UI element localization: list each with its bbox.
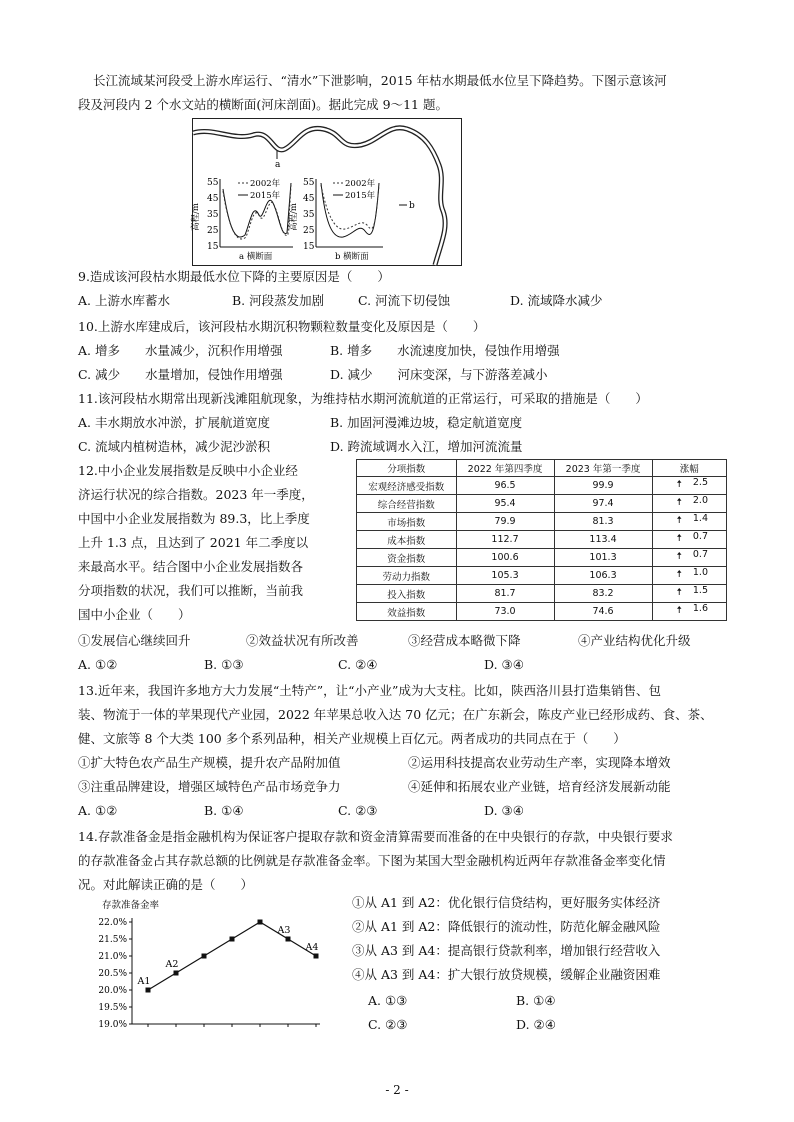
table-row: 资金指数 100.6 101.3 🠅 0.7 — [357, 549, 727, 567]
q14-item-3: ③从 A3 到 A4：提高银行贷款利率，增加银行经营收入 — [352, 943, 661, 958]
q13-option-b[interactable]: B. ①④ — [204, 803, 244, 818]
q13-line-3: 健、文旅等 8 个大类 100 多个系列品种，相关产业规模上百亿元。两者成功的共同点在于（ ） — [78, 731, 626, 746]
table-row: 宏观经济感受指数 96.5 99.9 🠅 2.5 — [357, 477, 727, 495]
chart-ylabel: 存款准备金率 — [102, 900, 160, 911]
q10-option-b[interactable]: B. 增多 水流速度加快，侵蚀作用增强 — [330, 343, 560, 358]
y-tick-label: 21.5% — [98, 935, 127, 945]
q12-option-a[interactable]: A. ①② — [78, 657, 118, 672]
intro-line-2: 段及河段内 2 个水文站的横断面(河床剖面)。据此完成 9～11 题。 — [78, 97, 448, 112]
station-b-label: b — [409, 201, 415, 211]
up-arrow-icon: 🠅 — [676, 605, 683, 616]
q10-stem: 10.上游水库建成后，该河段枯水期沉积物颗粒数量变化及原因是（ ） — [78, 319, 486, 334]
q11-option-a[interactable]: A. 丰水期放水冲淤，扩展航道宽度 — [78, 415, 270, 430]
svg-text:高程/m: 高程/m — [191, 203, 201, 231]
svg-text:55: 55 — [207, 178, 219, 188]
q13-item-4: ④延伸和拓展农业产业链，培育经济发展新动能 — [408, 779, 671, 794]
reserve-ratio-chart — [88, 896, 338, 1036]
up-arrow-icon: 🠅 — [676, 533, 683, 544]
q14-option-a[interactable]: A. ①③ — [368, 993, 408, 1008]
q12-option-d[interactable]: D. ③④ — [484, 657, 524, 672]
up-arrow-icon: 🠅 — [676, 587, 683, 598]
data-point-label: A1 — [137, 976, 151, 987]
data-point — [146, 988, 151, 993]
q11-option-d[interactable]: D. 跨流域调水入江，增加河流流量 — [330, 439, 523, 454]
svg-text:15: 15 — [303, 242, 315, 252]
up-arrow-icon: 🠅 — [676, 569, 683, 580]
q13-option-c[interactable]: C. ②③ — [338, 803, 378, 818]
svg-text:a 横断面: a 横断面 — [239, 252, 273, 262]
up-arrow-icon: 🠅 — [676, 551, 683, 562]
q12-item-1: ①发展信心继续回升 — [78, 633, 191, 648]
q14-line-2: 的存款准备金占其存款总额的比例就是存款准备金率。下图为某国大型金融机构近两年存款准备金率变化情 — [78, 853, 666, 868]
y-tick-label: 20.0% — [98, 986, 127, 996]
q12-line-6: 分项指数的状况，我们可以推断，当前我 — [78, 583, 304, 598]
svg-text:2015年: 2015年 — [345, 191, 376, 201]
q14-option-d[interactable]: D. ②④ — [516, 1017, 556, 1032]
q13-item-1: ①扩大特色农产品生产规模，提升农产品附加值 — [78, 755, 341, 770]
svg-text:45: 45 — [303, 194, 315, 204]
q14-item-1: ①从 A1 到 A2：优化银行信贷结构，更好服务实体经济 — [352, 895, 661, 910]
series-line — [148, 922, 316, 990]
q13-option-d[interactable]: D. ③④ — [484, 803, 524, 818]
intro-line-1: 长江流域某河段受上游水库运行、“清水”下泄影响，2015 年枯水期最低水位呈下降趋势。下图示意该河 — [93, 73, 667, 88]
svg-text:55: 55 — [303, 178, 315, 188]
y-tick-label: 20.5% — [98, 969, 127, 979]
q12-line-7: 国中小企业（ ） — [78, 607, 191, 622]
q9-option-c[interactable]: C. 河流下切侵蚀 — [358, 293, 451, 308]
q12-option-b[interactable]: B. ①③ — [204, 657, 244, 672]
svg-text:15: 15 — [207, 242, 219, 252]
q9-option-d[interactable]: D. 流域降水减少 — [510, 293, 603, 308]
svg-text:25: 25 — [207, 226, 219, 236]
q11-option-b[interactable]: B. 加固河漫滩边坡，稳定航道宽度 — [330, 415, 523, 430]
q14-item-2: ②从 A1 到 A2：降低银行的流动性，防范化解金融风险 — [352, 919, 661, 934]
table-header: 2022 年第四季度 — [456, 460, 554, 477]
q9-option-a[interactable]: A. 上游水库蓄水 — [78, 293, 170, 308]
river-map-svg — [193, 119, 461, 265]
q10-option-c[interactable]: C. 减少 水量增加，侵蚀作用增强 — [78, 367, 283, 382]
q12-line-2: 济运行状况的综合指数。2023 年一季度， — [78, 487, 314, 502]
y-tick-label: 21.0% — [98, 952, 127, 962]
data-point-label: A2 — [165, 959, 179, 970]
cross-section-b — [288, 178, 383, 262]
svg-text:35: 35 — [207, 210, 219, 220]
data-point-label: A4 — [305, 942, 319, 953]
table-header: 2023 年第一季度 — [554, 460, 652, 477]
q14-option-c[interactable]: C. ②③ — [368, 1017, 408, 1032]
data-point — [258, 920, 263, 925]
q13-item-2: ②运用科技提高农业劳动生产率，实现降本增效 — [408, 755, 671, 770]
q12-item-4: ④产业结构优化升级 — [578, 633, 691, 648]
q11-stem: 11.该河段枯水期常出现新浅滩阻航现象，为维持枯水期河流航道的正常运行，可采取的措施是（ ） — [78, 391, 648, 406]
up-arrow-icon: 🠅 — [676, 479, 683, 490]
q14-item-4: ④从 A3 到 A4：扩大银行放贷规模，缓解企业融资困难 — [352, 967, 661, 982]
svg-text:b 横断面: b 横断面 — [335, 252, 369, 262]
table-row: 效益指数 73.0 74.6 🠅 1.6 — [357, 603, 727, 621]
table-row: 成本指数 112.7 113.4 🠅 0.7 — [357, 531, 727, 549]
svg-text:2002年: 2002年 — [250, 179, 281, 189]
sme-index-table — [356, 459, 727, 621]
data-point — [174, 971, 179, 976]
q11-option-c[interactable]: C. 流域内植树造林，减少泥沙淤积 — [78, 439, 271, 454]
q12-line-4: 上升 1.3 点，且达到了 2021 年二季度以 — [78, 535, 309, 550]
q9-stem: 9.造成该河段枯水期最低水位下降的主要原因是（ ） — [78, 269, 390, 284]
svg-text:45: 45 — [207, 194, 219, 204]
table-row: 综合经营指数 95.4 97.4 🠅 2.0 — [357, 495, 727, 513]
svg-text:2015年: 2015年 — [250, 191, 281, 201]
table-row: 投入指数 81.7 83.2 🠅 1.5 — [357, 585, 727, 603]
q12-option-c[interactable]: C. ②④ — [338, 657, 378, 672]
svg-text:25: 25 — [303, 226, 315, 236]
q12-item-3: ③经营成本略微下降 — [408, 633, 521, 648]
q14-line-3: 况。对此解读正确的是（ ） — [78, 877, 254, 892]
table-row: 市场指数 79.9 81.3 🠅 1.4 — [357, 513, 727, 531]
q10-option-a[interactable]: A. 增多 水量减少，沉积作用增强 — [78, 343, 283, 358]
q14-line-1: 14.存款准备金是指金融机构为保证客户提取存款和资金清算需要而准备的在中央银行的存款，中央银行要求 — [78, 829, 673, 844]
up-arrow-icon: 🠅 — [676, 497, 683, 508]
q12-line-3: 中国中小企业发展指数为 89.3，比上季度 — [78, 511, 310, 526]
station-a-label: a — [275, 160, 281, 170]
q13-option-a[interactable]: A. ①② — [78, 803, 118, 818]
q14-option-b[interactable]: B. ①④ — [516, 993, 556, 1008]
svg-text:高程/m: 高程/m — [289, 203, 299, 231]
y-tick-label: 22.0% — [98, 918, 127, 928]
y-tick-label: 19.0% — [98, 1020, 127, 1030]
q13-line-1: 13.近年来，我国许多地方大力发展“土特产”，让“小产业”成为大支柱。比如，陕西洛川县打造集销售、包 — [78, 683, 661, 698]
table-row: 劳动力指数 105.3 106.3 🠅 1.0 — [357, 567, 727, 585]
q12-line-1: 12.中小企业发展指数是反映中小企业经 — [78, 463, 298, 478]
table-header: 涨幅 — [652, 460, 726, 477]
data-point — [230, 937, 235, 942]
svg-text:35: 35 — [303, 210, 315, 220]
q10-option-d[interactable]: D. 减少 河床变深，与下游落差减小 — [330, 367, 548, 382]
up-arrow-icon: 🠅 — [676, 515, 683, 526]
table-header: 分项指数 — [357, 460, 457, 477]
q13-line-2: 装、物流于一体的苹果现代产业园，2022 年苹果总收入达 70 亿元；在广东新会，陈皮产业已经形成药、食、茶、 — [78, 707, 713, 722]
data-point — [314, 954, 319, 959]
cross-section-a — [190, 178, 293, 262]
svg-text:2002年: 2002年 — [345, 179, 376, 189]
table-header-row — [357, 460, 727, 477]
data-point — [202, 954, 207, 959]
data-point-label: A3 — [277, 925, 291, 936]
page-number: - 2 - — [385, 1083, 409, 1097]
q12-line-5: 来最高水平。结合图中小企业发展指数各 — [78, 559, 304, 574]
q12-item-2: ②效益状况有所改善 — [246, 633, 359, 648]
river-map-figure — [192, 118, 462, 266]
data-point — [286, 937, 291, 942]
q9-option-b[interactable]: B. 河段蒸发加剧 — [232, 293, 325, 308]
y-tick-label: 19.5% — [98, 1003, 127, 1013]
q13-item-3: ③注重品牌建设，增强区域特色产品市场竞争力 — [78, 779, 341, 794]
